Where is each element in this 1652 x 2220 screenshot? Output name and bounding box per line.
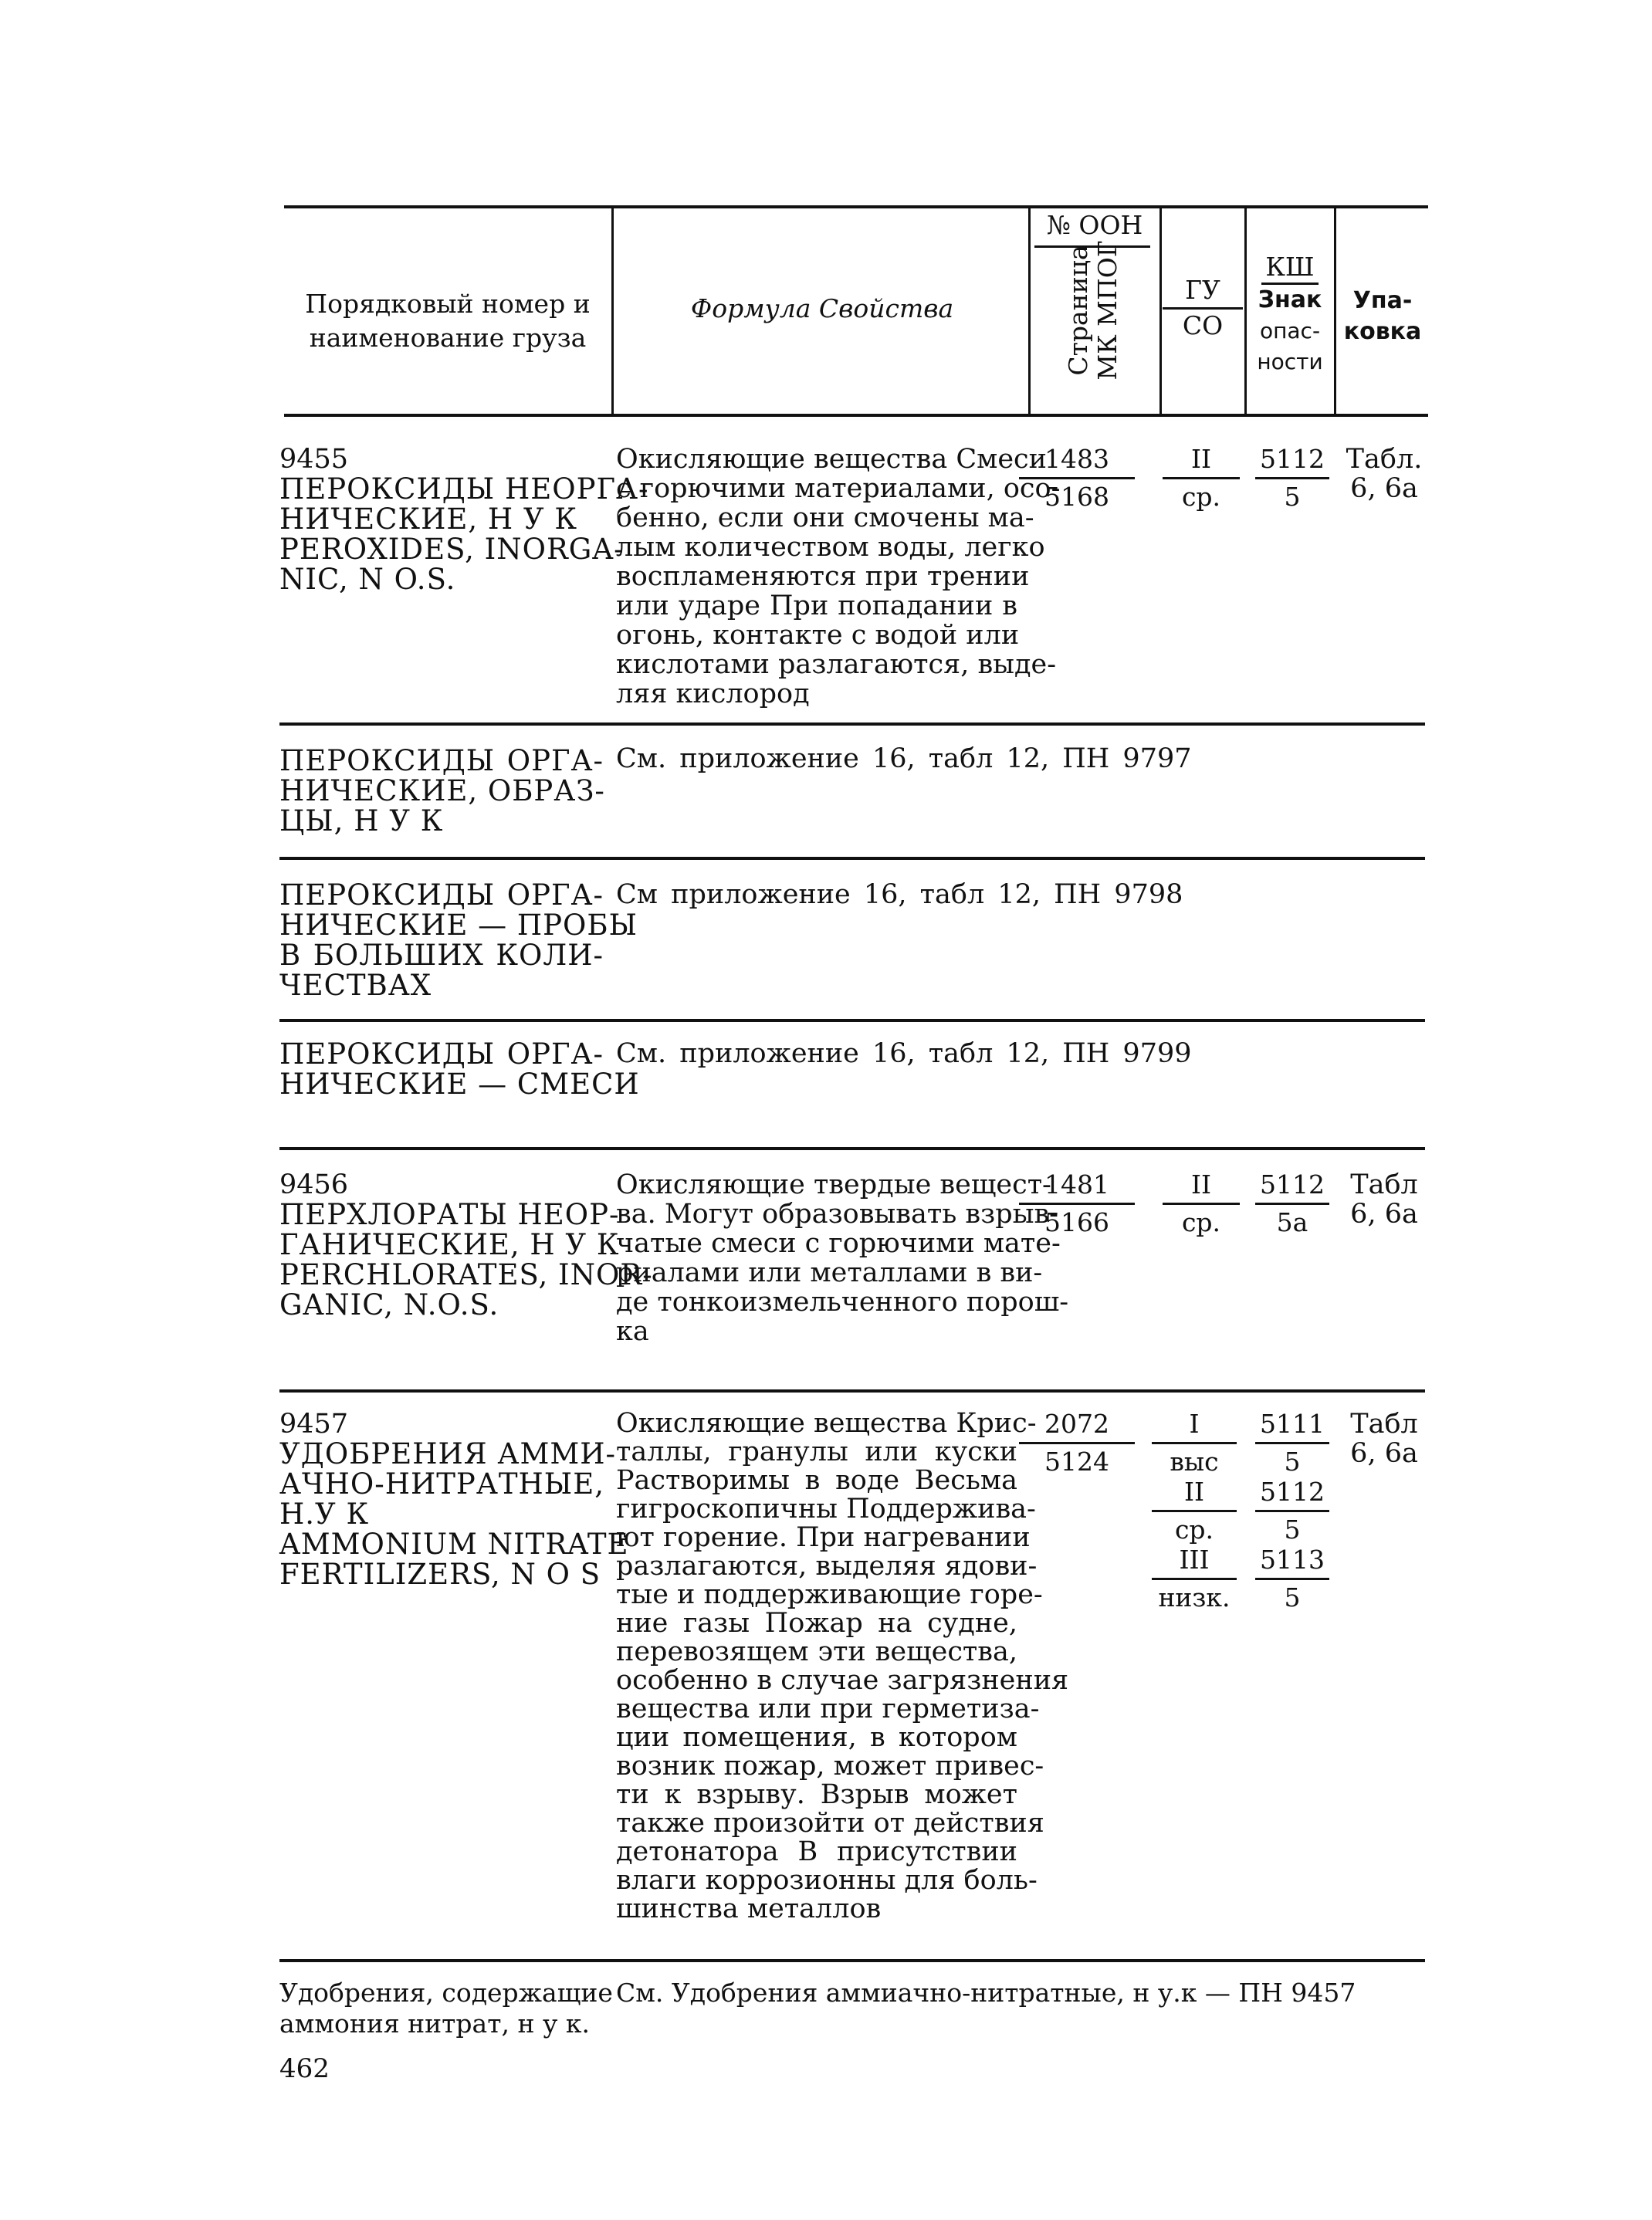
packing: Табл. 6, 6а [1346, 444, 1423, 504]
ksh-sign-fraction: $\frac{5111}{5}$ [1255, 1409, 1329, 1477]
row-separator [279, 1019, 1425, 1022]
cargo-properties: Окисляющие вещества Крис- таллы, гранулы или куски Растворимы в воде Весьма гигроскопичны Поддержива- ют горение. При нагревании разлагаются, выделяя ядови- тые и поддерживающие горе- ние газы Пожар на судне, перевозящем эти вещества, особенно в случае загрязнения вещества или при герметиза- ции помещения, в котором возник пожар, может привес- ти к взрыву. Взрыв может также произойти от действия детонатора В присутствии влаги коррозионны для боль- шинства металлов [616, 1408, 1069, 1924]
cargo-properties: Окисляющие вещества Смеси с горючими материалами, осо- бенно, если они смочены ма- лым количеством воды, легко воспламеняются при трении или ударе При попадании в огонь, контакте с водой или кислотами разлагаются, выде- ляя кислород [616, 444, 1061, 709]
cross-reference: См. приложение 16, табл 12, ПН 9797 [616, 743, 1192, 774]
page-number: 462 [279, 2053, 330, 2084]
un-page-fraction: $\frac{1483}{5168}$ [1019, 445, 1135, 512]
header-page-imdg: Страница МК МПОГ [1063, 240, 1122, 381]
gu-co-fraction: I выс [1152, 1409, 1237, 1477]
cargo-properties: Окисляющие твердые вещест- ва. Могут образовывать взрыв- чатые смеси с горючими мате- риалами или металлами в ви- де тонкоизмельченного порош- ка [616, 1169, 1069, 1347]
gu-co-fraction: II ср. [1163, 1170, 1240, 1237]
header-properties-column: Формула Свойства [690, 293, 954, 323]
row-separator [279, 723, 1425, 726]
cross-reference: См приложение 16, табл 12, ПН 9798 [616, 879, 1183, 910]
row-separator [279, 1389, 1425, 1393]
footer-cross-reference: См. Удобрения аммиачно-нитратные, н у.к — ПН 9457 [616, 1978, 1356, 2008]
cargo-name: УДОБРЕНИЯ АММИ- АЧНО-НИТРАТНЫЕ, Н.У К AMMONIUM NITRATE FERTILIZERS, N O S [279, 1437, 629, 1591]
row-number: 9456 [279, 1169, 349, 1200]
header-bottom-rule [284, 414, 1428, 417]
header-divider [1159, 208, 1162, 414]
cargo-name: ПЕРОКСИДЫ НЕОРГА- НИЧЕСКИЕ, Н У К PEROXIDES, INORGA- NIC, N O.S. [279, 472, 649, 596]
row-number: 9455 [279, 444, 349, 475]
cargo-name: ПЕРОКСИДЫ ОРГА- НИЧЕСКИЕ — СМЕСИ [279, 1037, 640, 1101]
cargo-name: ПЕРОКСИДЫ ОРГА- НИЧЕСКИЕ — ПРОБЫ В БОЛЬШИХ КОЛИ- ЧЕСТВАХ [279, 878, 638, 1002]
header-divider [1244, 208, 1247, 414]
cross-reference: См. приложение 16, табл 12, ПН 9799 [616, 1038, 1192, 1069]
packing: Табл 6, 6а [1350, 1169, 1418, 1230]
header-top-rule [284, 205, 1428, 208]
row-separator [279, 1959, 1425, 1962]
header-divider [611, 208, 614, 414]
gu-co-fraction: II ср. [1152, 1477, 1237, 1545]
header-un-number: № ООН [1046, 210, 1143, 240]
cargo-name: ПЕРОКСИДЫ ОРГА- НИЧЕСКИЕ, ОБРАЗ- ЦЫ, Н У К [279, 744, 605, 838]
row-separator [279, 857, 1425, 860]
ksh-sign-fraction: $\frac{5112}{5}$ [1255, 1477, 1329, 1545]
header-ksh: КШ Знак опас- ности [1257, 252, 1323, 374]
header-divider [1028, 208, 1031, 414]
un-page-fraction: $\frac{1481}{5166}$ [1019, 1170, 1135, 1237]
gu-co-fraction: II ср. [1163, 445, 1240, 512]
ksh-sign-fraction: $\frac{5112}{5}$ [1255, 445, 1329, 512]
gu-co-fraction: III низк. [1152, 1545, 1237, 1613]
ksh-sign-fraction: $\frac{5113}{5}$ [1255, 1545, 1329, 1613]
header-cargo-column: Порядковый номер и наименование груза [305, 289, 591, 353]
header-divider [1334, 208, 1336, 414]
footer-cargo-name: Удобрения, содержащие аммония нитрат, н у к. [279, 1978, 613, 2039]
header-gu: ГУ [1163, 273, 1243, 310]
header-co: СО [1182, 310, 1224, 340]
un-page-fraction: $\frac{2072}{5124}$ [1019, 1409, 1135, 1477]
cargo-name: ПЕРХЛОРАТЫ НЕОР- ГАНИЧЕСКИЕ, Н У К PERCHLORATES, INOR- GANIC, N.O.S. [279, 1198, 653, 1322]
ksh-sign-fraction: 5112 5а [1255, 1170, 1329, 1237]
header-packing: Упа- ковка [1343, 287, 1422, 345]
packing: Табл 6, 6а [1350, 1409, 1418, 1469]
row-separator [279, 1147, 1425, 1150]
row-number: 9457 [279, 1409, 349, 1440]
